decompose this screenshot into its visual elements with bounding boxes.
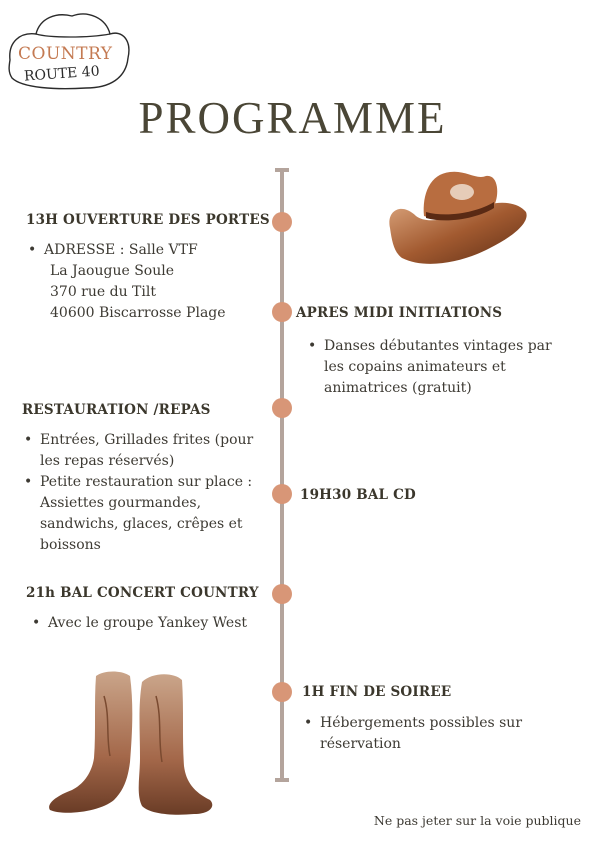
restauration-item-1-line-1: Entrées, Grillades frites (pour bbox=[40, 432, 254, 448]
timeline-dot-opening bbox=[272, 212, 292, 232]
opening-address-line: • ADRESSE : Salle VTF bbox=[24, 240, 264, 261]
opening-address-4: 40600 Biscarrosse Plage bbox=[50, 305, 226, 321]
restauration-item-2-line-3: sandwichs, glaces, crêpes et bbox=[40, 516, 243, 532]
fin-line-1: • Hébergements possibles sur bbox=[300, 713, 570, 734]
timeline-dot-fin bbox=[272, 682, 292, 702]
restauration-item-1 bbox=[20, 430, 270, 472]
initiations-line-3: animatrices (gratuit) bbox=[324, 380, 472, 396]
page-title: PROGRAMME bbox=[138, 93, 447, 143]
opening-address-3: 370 rue du Tilt bbox=[50, 284, 156, 300]
restauration-item-2 bbox=[20, 472, 270, 556]
fin-line-2: réservation bbox=[320, 736, 401, 752]
heading-restauration: RESTAURATION /REPAS bbox=[22, 402, 211, 418]
logo bbox=[6, 8, 134, 90]
cowboy-boots-icon bbox=[44, 666, 216, 822]
restauration-item-1-line-2: les repas réservés) bbox=[40, 453, 175, 469]
timeline-bottom-cap bbox=[275, 778, 289, 782]
heading-fin: 1H FIN DE SOIREE bbox=[302, 684, 452, 700]
concert-details bbox=[28, 613, 268, 634]
restauration-item-2-line-1: Petite restauration sur place : bbox=[40, 474, 253, 490]
initiations-line-1: • Danses débutantes vintages par bbox=[304, 336, 574, 357]
heading-initiations: APRES MIDI INITIATIONS bbox=[296, 305, 503, 321]
concert-line-1: • Avec le groupe Yankey West bbox=[28, 613, 268, 634]
timeline-dot-bal-cd bbox=[272, 484, 292, 504]
heading-opening: 13H OUVERTURE DES PORTES bbox=[26, 212, 270, 228]
restauration-item-2-line-4: boissons bbox=[40, 537, 101, 553]
timeline-dot-restauration bbox=[272, 398, 292, 418]
footer-note: Ne pas jeter sur la voie publique bbox=[373, 813, 581, 828]
opening-details bbox=[24, 240, 264, 324]
opening-address-2: La Jaougue Soule bbox=[50, 263, 175, 279]
timeline-top-cap bbox=[275, 168, 289, 172]
timeline-dot-initiations bbox=[272, 302, 292, 322]
restauration-details bbox=[20, 430, 270, 556]
restauration-item-2-line-2: Assiettes gourmandes, bbox=[40, 495, 202, 511]
timeline-dot-concert bbox=[272, 584, 292, 604]
heading-concert: 21h BAL CONCERT COUNTRY bbox=[26, 585, 259, 601]
heading-bal-cd: 19H30 BAL CD bbox=[300, 487, 416, 503]
logo-country-text: COUNTRY bbox=[18, 44, 113, 64]
cowboy-hat-icon bbox=[386, 166, 530, 272]
fin-details bbox=[300, 713, 570, 755]
initiations-details bbox=[304, 336, 574, 399]
initiations-line-2: les copains animateurs et bbox=[324, 359, 506, 375]
logo-route-text: ROUTE 40 bbox=[23, 63, 101, 85]
